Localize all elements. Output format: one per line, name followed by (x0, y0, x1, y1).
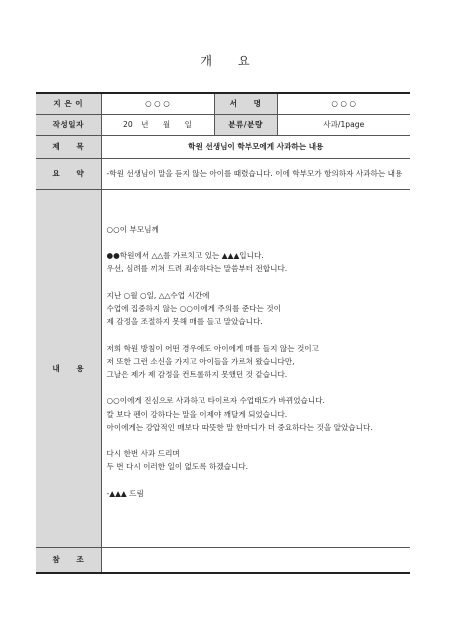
subject-row (36, 135, 410, 158)
letter-line: 저 또한 그런 소신을 가지고 아이들을 가르쳐 왔습니다만, (106, 356, 295, 366)
signature-value: ○ ○ ○ (277, 93, 410, 114)
subject-value: 학원 선생님이 학부모에게 사과하는 내용 (101, 135, 410, 158)
greeting (107, 223, 406, 236)
page-title-char: 요 (238, 54, 250, 68)
signature-label: 서 명 (214, 93, 277, 114)
content-label: 내 용 (36, 189, 101, 547)
content-row (36, 189, 410, 547)
letter-line: 수업에 집중하지 않는 ○○이에게 주의를 준다는 것이 (106, 304, 281, 313)
date-label: 작성일자 (36, 114, 101, 135)
date-month-unit: 월 (162, 120, 171, 129)
letter-line: 두 번 다시 이러한 일이 없도록 하겠습니다. (106, 462, 249, 472)
letter-line: -▲▲▲ 드림 (106, 488, 144, 498)
letter-line: 지난 ○월 ○일, △△수업 시간에 (106, 290, 210, 300)
letter-line: 저희 학원 방침이 어떤 경우에도 아이에게 매를 들지 않는 것이고 (106, 343, 319, 353)
letter-line: 제 감정을 조절하지 못해 매를 들고 말았습니다. (106, 317, 263, 327)
category-label: 분류/분량 (214, 114, 277, 135)
paragraph-1 (107, 249, 406, 275)
date-year: 20 (123, 120, 133, 129)
reference-row (36, 547, 410, 573)
content-body (101, 189, 410, 547)
subject-label: 제 목 (36, 135, 101, 158)
author-row (36, 93, 410, 114)
author-value: ○ ○ ○ (101, 93, 214, 114)
letter-line: 다시 한번 사과 드리며 (106, 449, 180, 459)
summary-label: 요 약 (36, 158, 101, 189)
paragraph-3 (107, 342, 406, 382)
author-label: 지 은 이 (36, 93, 101, 114)
page-title (0, 52, 450, 69)
letter-line: 그날은 제가 제 감정을 컨트롤하지 못했던 것 같습니다. (106, 370, 288, 379)
date-day-unit: 일 (184, 120, 192, 129)
paragraph-4 (107, 394, 406, 434)
page-title-char: 개 (200, 54, 212, 68)
paragraph-5 (107, 447, 406, 473)
letter-line: 아이에게는 강압적인 매보다 따뜻한 말 한마디가 더 중요하다는 것을 알았습니다. (106, 422, 373, 432)
letter-line: 우선, 심려를 끼쳐 드려 죄송하다는 말씀부터 전합니다. (106, 264, 288, 274)
summary-row (36, 158, 410, 189)
closing (107, 487, 406, 500)
reference-label: 참 조 (36, 547, 101, 573)
letter-line: ●●학원에서 △△를 가르치고 있는 ▲▲▲입니다. (106, 251, 264, 261)
summary-value: -학원 선생님이 말을 듣지 않는 아이를 때렸습니다. 이에 학부모가 항의하자 사과하는 내용 (101, 158, 410, 189)
letter-line: ○○이 부모님께 (106, 224, 159, 234)
date-year-unit: 년 (141, 120, 149, 129)
letter-line: 칼 보다 펜이 강하다는 말을 이제야 깨달게 되었습니다. (106, 409, 288, 419)
date-row (36, 114, 410, 135)
reference-value (101, 547, 410, 573)
date-value (101, 114, 214, 135)
category-value: 사과/1page (277, 114, 410, 135)
paragraph-2 (107, 289, 406, 329)
letter-line: ○○이에게 진심으로 사과하고 타이르자 수업태도가 바뀌었습니다. (106, 396, 325, 406)
summary-form-table (36, 92, 410, 574)
